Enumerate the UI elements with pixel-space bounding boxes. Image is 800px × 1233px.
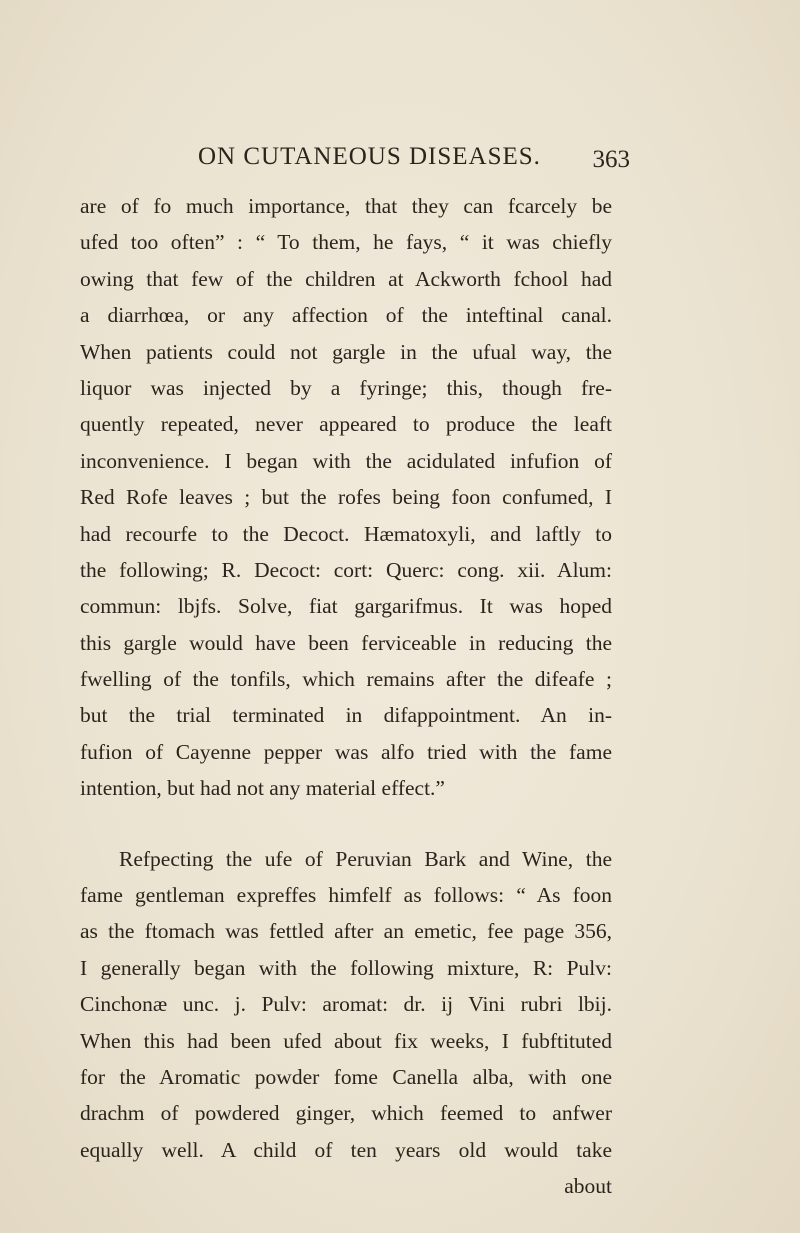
page-header xyxy=(198,143,630,179)
body-text xyxy=(80,188,612,1205)
paragraph-1 xyxy=(80,188,612,807)
text-line: are of fo much importance, that they can fcarcely be xyxy=(80,194,612,218)
text-line: for the Aromatic powder fome Canella alba, with one xyxy=(80,1064,612,1089)
text-line: fufion of Cayenne pepper was alfo tried with the fame xyxy=(80,739,612,764)
page-number: 363 xyxy=(592,146,630,173)
text-line: commun: lbjfs. Solve, fiat gargarifmus. It was hoped xyxy=(80,594,612,619)
text-line: Cinchonæ unc. j. Pulv: aromat: dr. ij Vini rubri lbij. xyxy=(80,992,612,1017)
catchword: about xyxy=(564,1174,612,1199)
text-line: When this had been ufed about fix weeks, I fubftituted xyxy=(80,1028,612,1053)
text-line: intention, but had not any material effect.” xyxy=(80,776,445,801)
text-line: this gargle would have been ferviceable in reducing the xyxy=(80,630,612,655)
text-line: but the trial terminated in difappointment. An in- xyxy=(80,703,612,728)
text-line: as the ftomach was fettled after an emetic, fee page 356, xyxy=(80,919,612,944)
text-line: had recourfe to the Decoct. Hæmatoxyli, and laftly to xyxy=(80,521,612,546)
paragraph-gap xyxy=(80,807,612,841)
text-line: ufed too often” : “ To them, he fays, “ it was chiefly xyxy=(80,230,612,255)
text-line: When patients could not gargle in the ufual way, the xyxy=(80,339,612,364)
text-line: liquor was injected by a fyringe; this, though fre- xyxy=(80,375,612,400)
text-line: owing that few of the children at Ackworth fchool had xyxy=(80,266,612,291)
text-line: fame gentleman expreffes himfelf as follows: “ As foon xyxy=(80,883,612,908)
text-line: fwelling of the tonfils, which remains after the difeafe ; xyxy=(80,667,612,692)
text-line: Red Rofe leaves ; but the rofes being foon confumed, I xyxy=(80,485,612,510)
text-line: quently repeated, never appeared to produce the leaft xyxy=(80,412,612,437)
text-line: a diarrhœa, or any affection of the inteftinal canal. xyxy=(80,303,612,328)
text-line: the following; R. Decoct: cort: Querc: cong. xii. Alum: xyxy=(80,557,612,582)
text-line: drachm of powdered ginger, which feemed to anfwer xyxy=(80,1101,612,1126)
text-line: Refpecting the ufe of Peruvian Bark and Wine, the xyxy=(119,846,612,871)
running-head: ON CUTANEOUS DISEASES. xyxy=(198,143,541,170)
text-line: equally well. A child of ten years old would take xyxy=(80,1137,612,1162)
paragraph-2 xyxy=(80,841,612,1169)
text-line: inconvenience. I began with the acidulated infufion of xyxy=(80,448,612,473)
text-line: I generally began with the following mixture, R: Pulv: xyxy=(80,955,612,980)
